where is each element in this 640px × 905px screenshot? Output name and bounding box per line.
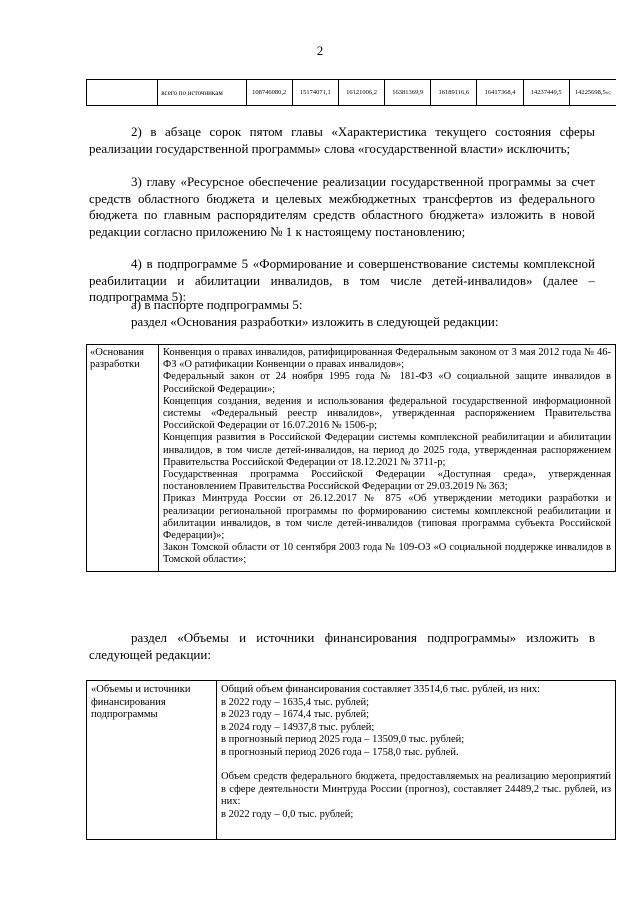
financing-line: в прогнозный период 2026 года – 1758,0 тыс. рублей. [221,746,459,758]
basis-row [87,345,616,572]
paragraph-item-a: а) в паспорте подпрограммы 5: [131,297,303,312]
basis-item: Концепция создания, ведения и использования федеральной государственной информационной системы «Федеральный реестр инвалидов», утвержденная распоряжением Правительства Российской Федерации от 16.07.2016 № 1506-р; [163,395,611,432]
basis-item: Федеральный закон от 24 ноября 1995 года № 181-ФЗ «О социальной защите инвалидов в Российской Федерации»; [163,371,611,395]
basis-table [86,344,616,572]
paragraph-item-4: 4) в подпрограмме 5 «Формирование и совершенствование системы комплексной реабилитации и абилитации инвалидов, в том числе детей-инвалидов» (далее – подпрограмма 5): [89,256,595,304]
totals-value: 14225698,5»; [569,80,616,106]
totals-value: 16121006,2 [338,80,384,106]
totals-value: 16417368,4 [477,80,523,106]
empty-cell [87,80,158,106]
paragraph-item-3: 3) главу «Ресурсное обеспечение реализации государственной программы за счет средств областного бюджета и целевых межбюджетных трансфертов из федерального бюджета по главным распорядителям средств областного бюджета» изложить в новой редакции согласно приложению № 1 к настоящему постановлению; [89,174,595,239]
financing-line: в 2023 году – 1674,4 тыс. рублей; [221,709,370,720]
totals-value: 16189116,6 [431,80,477,106]
financing-line: в 2024 году – 14937,8 тыс. рублей; [221,721,375,733]
financing-line: Общий объем финансирования составляет 33514,6 тыс. рублей, из них: [221,684,540,695]
paragraph-basis-intro: раздел «Основания разработки» изложить в следующей редакции: [131,314,499,329]
basis-content [159,345,616,572]
totals-value: 108746080,2 [246,80,292,106]
financing-table [86,680,616,840]
financing-federal-line: в 2022 году – 0,0 тыс. рублей; [221,808,354,820]
basis-label: «Основания разработки [87,345,159,572]
basis-item: Концепция развития в Российской Федерации системы комплексной реабилитации и абилитации инвалидов, в том числе детей-инвалидов, на период до 2025 года, утвержденная распоряжением Правительства Российской Федерации от 18.12.2021 № 3711-р; [163,432,611,468]
financing-label: «Объемы и источники финансирования подпрограммы [87,681,217,840]
financing-line: в прогнозный период 2025 года – 13509,0 тыс. рублей; [221,734,465,745]
page-number: 2 [316,43,324,58]
basis-item: Государственная программа Российской Федерации «Доступная среда», утвержденная постановлением Правительства Российской Федерации от 29.03.2019 № 363; [163,469,611,493]
financing-line: в 2022 году – 1635,4 тыс. рублей; [221,696,370,708]
totals-table [86,79,616,106]
totals-value: 15174071,1 [292,80,338,106]
paragraph-financing-intro: раздел «Объемы и источники финансирования подпрограммы» изложить в следующей редакции: [89,630,595,662]
financing-row [87,681,616,840]
basis-item: Конвенция о правах инвалидов, ратифицированная Федеральным законом от 3 мая 2012 года № 46-ФЗ «О ратификации Конвенции о правах инвалидов»; [163,347,611,371]
totals-value: 16381369,9 [385,80,431,106]
financing-spacer [221,759,611,771]
financing-federal-text: Объем средств федерального бюджета, предоставляемых на реализацию мероприятий в сфере деятельности Минтруда России (прогноз), составляет 24489,2 тыс. рублей, из них: [221,771,611,807]
totals-label: всего по источникам [158,80,246,106]
basis-item: Закон Томской области от 10 сентября 2003 года № 109-ОЗ «О социальной поддержке инвалидов в Томской области»; [163,542,611,566]
totals-row [87,80,617,106]
basis-item: Приказ Минтруда России от 26.12.2017 № 875 «Об утверждении методики разработки и реализации региональной программы по формированию системы комплексной реабилитации и абилитации инвалидов, в том числе детей-инвалидов (типовая программа субъекта Российской Федерации)»; [163,493,611,542]
financing-content [217,681,616,840]
totals-value: 14237449,5 [523,80,569,106]
paragraph-item-2: 2) в абзаце сорок пятом главы «Характеристика текущего состояния сферы реализации государственной программы» слова «государственной власти» исключить; [89,124,595,156]
